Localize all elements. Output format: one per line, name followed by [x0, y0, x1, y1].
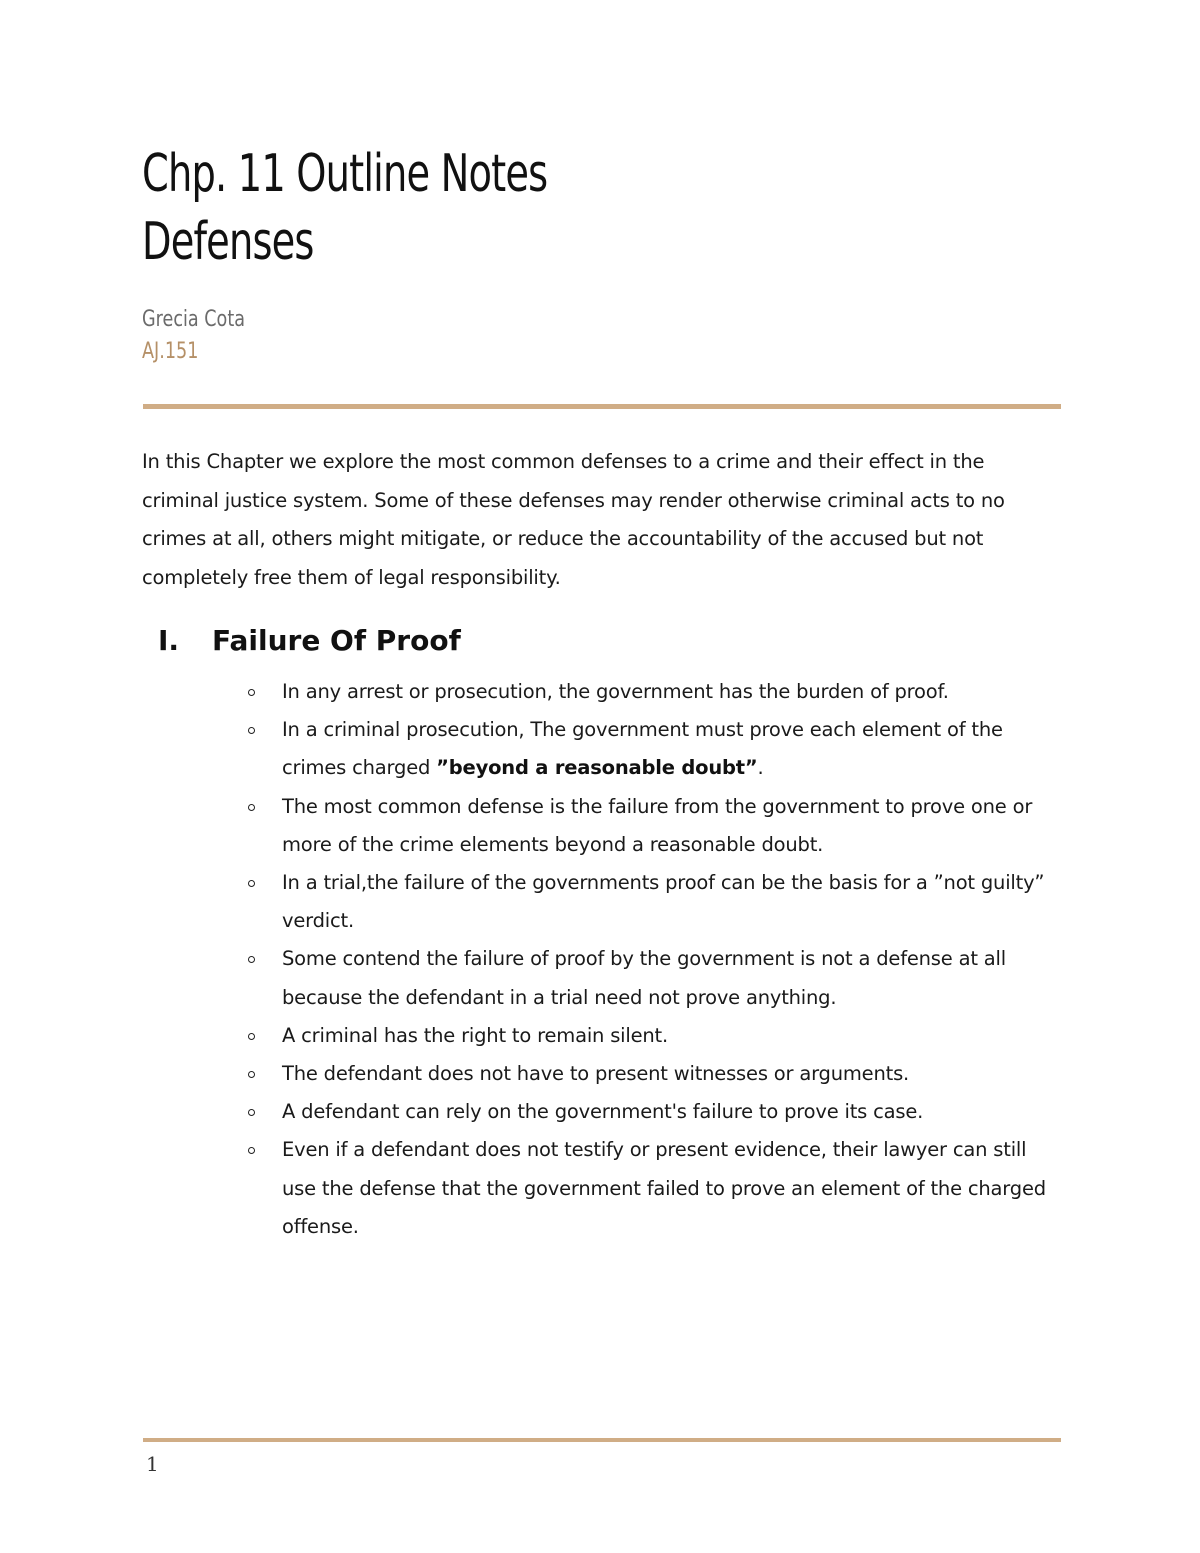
list-item: Even if a defendant does not testify or present evidence, their lawyer can still use the defense that the government failed to prove an element of the charged offense.	[282, 1131, 1062, 1246]
section-title: Failure Of Proof	[212, 624, 461, 657]
bold-phrase: ”beyond a reasonable doubt”	[436, 756, 758, 780]
document-title: Chp. 11 Outline Notes	[142, 144, 548, 204]
list-item: The most common defense is the failure from the government to prove one or more of the crime elements beyond a reasonable doubt.	[282, 788, 1062, 864]
list-item: A criminal has the right to remain silent.	[282, 1017, 1062, 1055]
list-item: In any arrest or prosecution, the government has the burden of proof.	[282, 673, 1062, 711]
list-item: The defendant does not have to present witnesses or arguments.	[282, 1055, 1062, 1093]
hollow-bullet-icon	[248, 880, 255, 887]
author-name: Grecia Cota	[142, 307, 246, 332]
hollow-bullet-icon	[248, 1071, 255, 1078]
list-item: In a criminal prosecution, The government must prove each element of the crimes charged ”beyond a reasonable doubt”.	[282, 711, 1062, 787]
course-code: AJ.151	[142, 339, 199, 364]
title-block	[142, 140, 1062, 276]
hollow-bullet-icon	[248, 1147, 255, 1154]
meta-block	[142, 304, 271, 368]
section-heading	[158, 619, 461, 663]
intro-paragraph: In this Chapter we explore the most common defenses to a crime and their effect in the criminal justice system. Some of these defenses may render otherwise criminal acts to no crimes at all, others might mitigate, or reduce the accountability of the accused but not completely free them of legal responsibility.	[142, 450, 1005, 589]
hollow-bullet-icon	[248, 1109, 255, 1116]
list-item: A defendant can rely on the government's failure to prove its case.	[282, 1093, 1062, 1131]
page-number: 1	[146, 1452, 159, 1476]
document-subtitle: Defenses	[142, 212, 314, 272]
section-number: I.	[158, 624, 180, 657]
hollow-bullet-icon	[248, 1033, 255, 1040]
header-divider	[143, 404, 1061, 409]
list-item: In a trial,the failure of the governments proof can be the basis for a ”not guilty” verdict.	[282, 864, 1062, 940]
hollow-bullet-icon	[248, 956, 255, 963]
bullet-list	[282, 673, 1062, 1246]
hollow-bullet-icon	[248, 689, 255, 696]
footer-divider	[143, 1438, 1061, 1442]
hollow-bullet-icon	[248, 804, 255, 811]
list-item: Some contend the failure of proof by the government is not a defense at all because the defendant in a trial need not prove anything.	[282, 940, 1062, 1016]
hollow-bullet-icon	[248, 727, 255, 734]
